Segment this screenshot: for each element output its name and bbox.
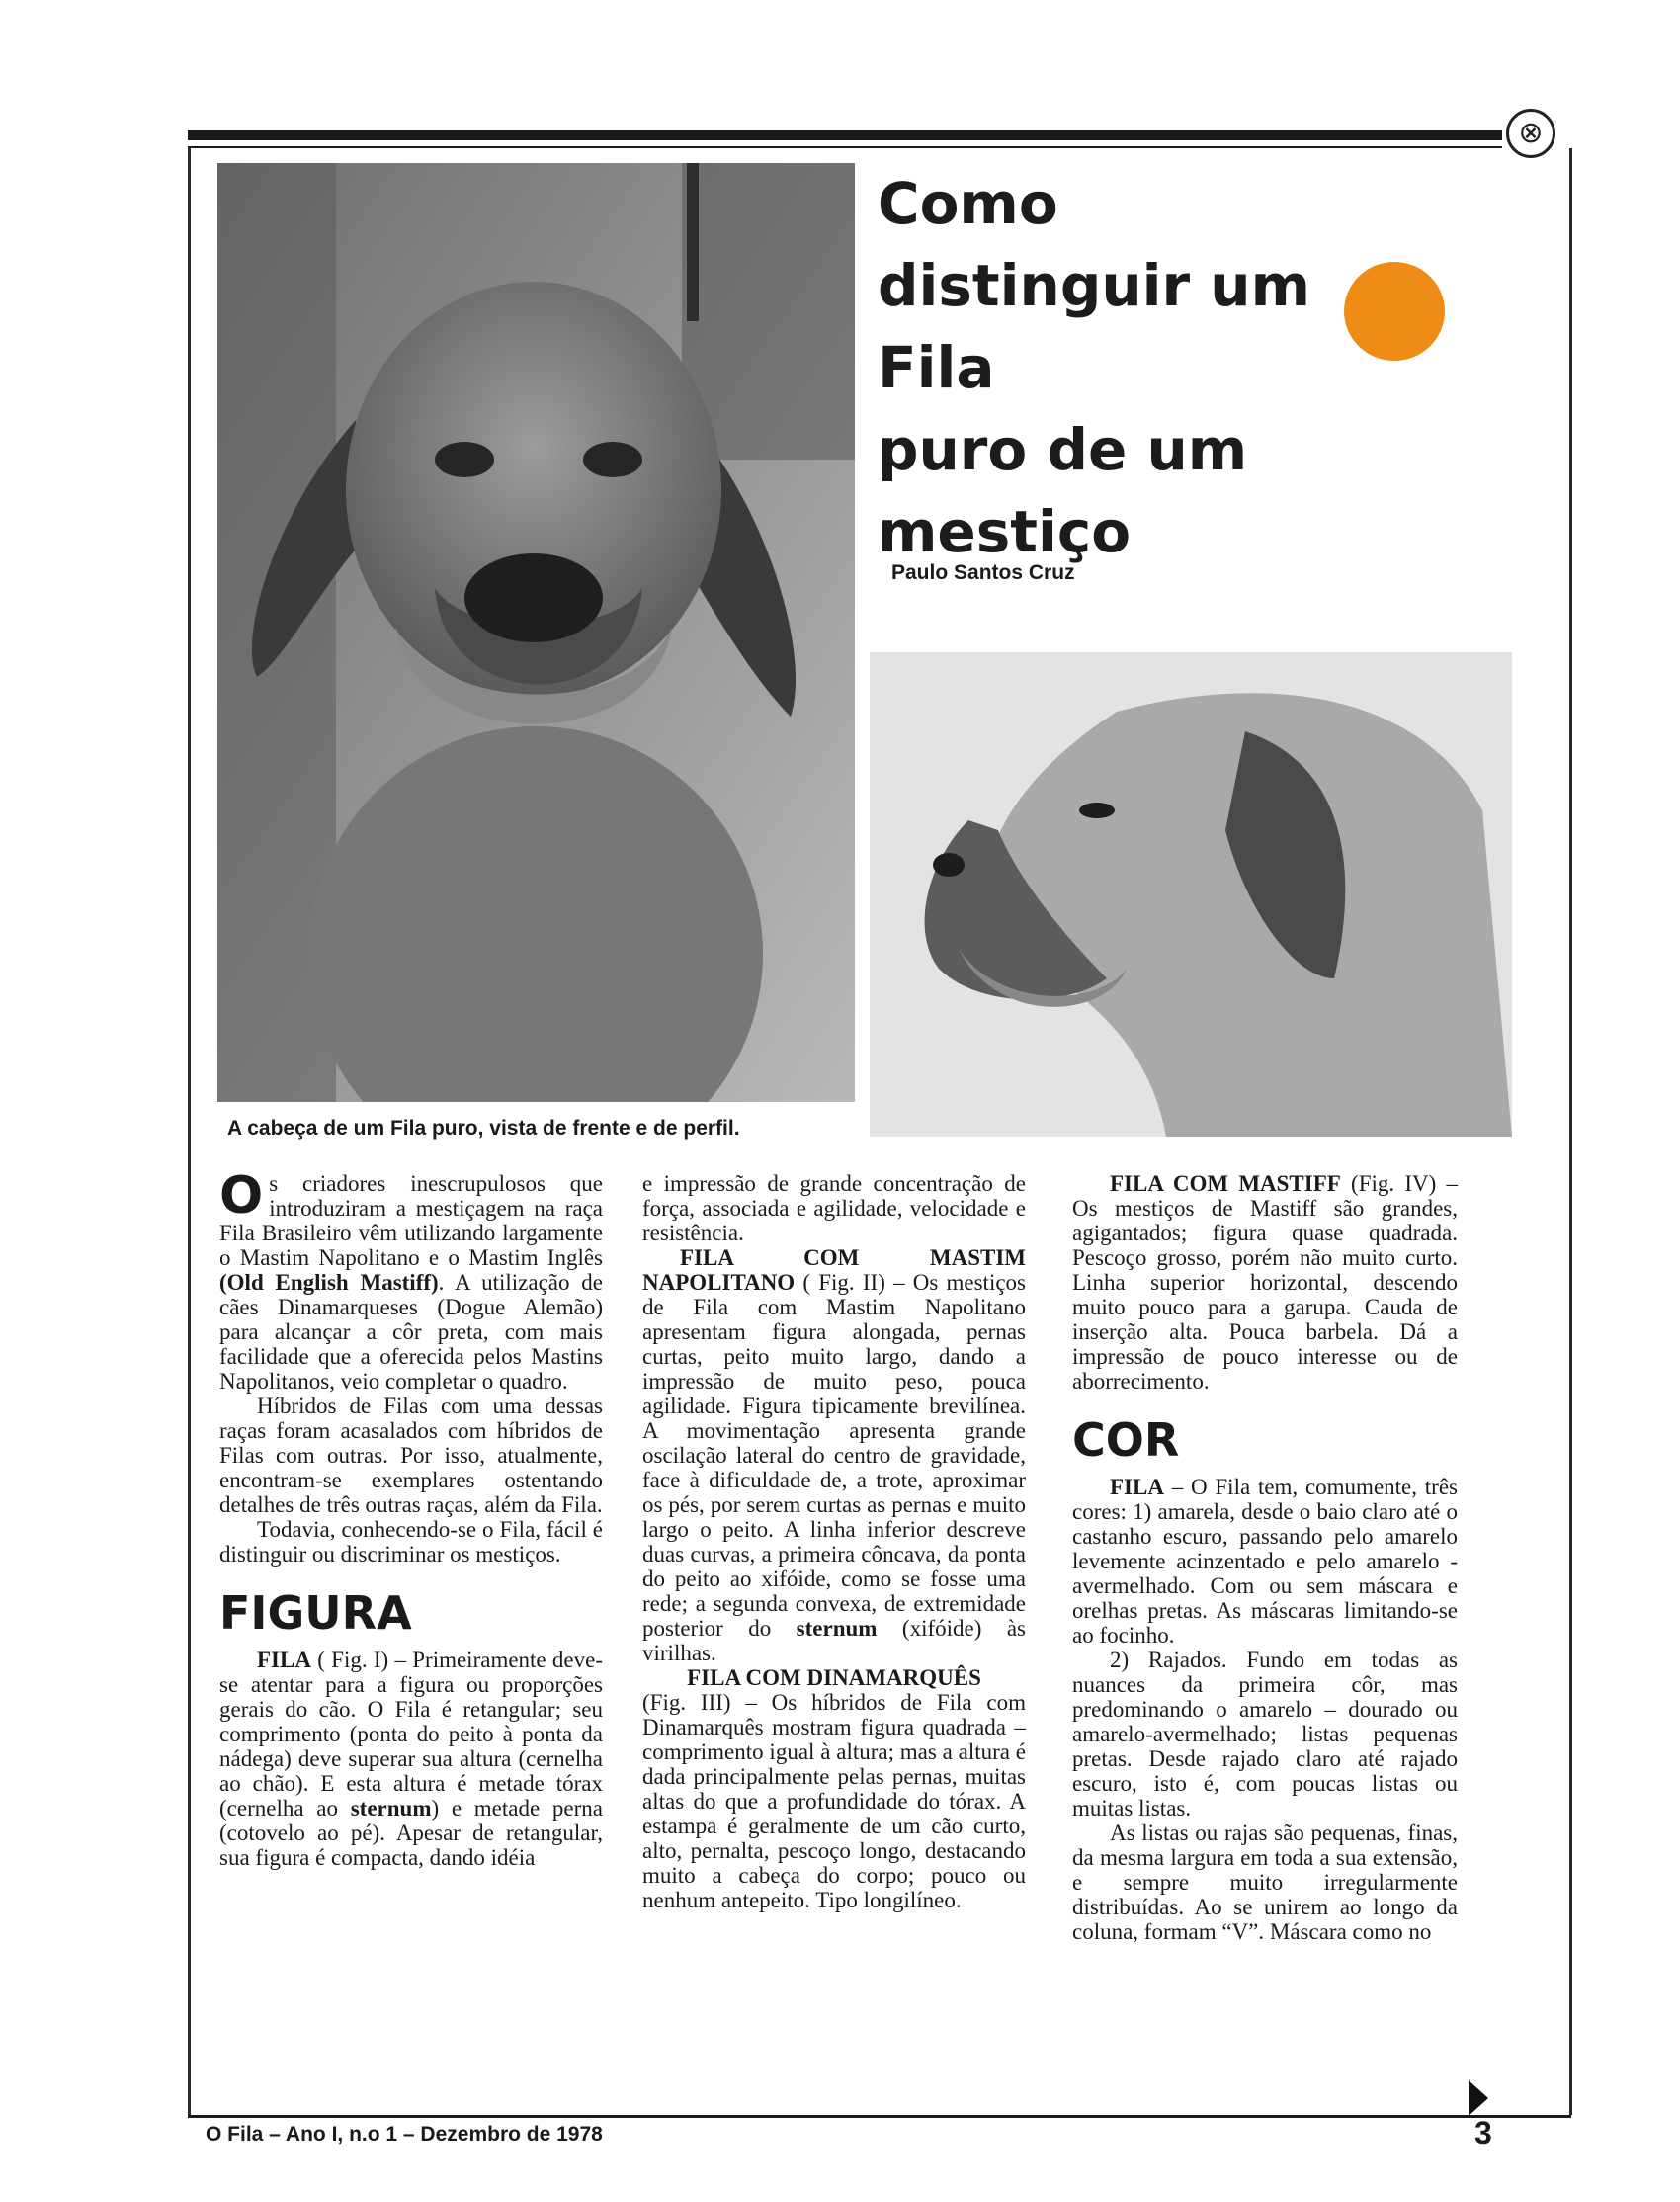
bold-term: sternum [350,1796,432,1821]
photo-caption: A cabeça de um Fila puro, vista de frente e de perfil. [227,1117,740,1140]
paragraph: As listas ou rajas são pequenas, finas, da mesma largura em toda a sua extensão, e sempre muito irregularmente distribuídas. Ao se unirem ao longo da coluna, formam “V”. Máscara como no [1072,1821,1458,1944]
crosshair-mark-icon: ⊗ [1506,109,1555,158]
text-column-2 [642,1171,1026,1912]
paragraph: e impressão de grande concentração de força, associada e agilidade, velocidade e resistência. [642,1171,1026,1245]
paragraph [1072,1475,1458,1648]
paragraph-text: (Fig. IV) – Os mestiços de Mastiff são grandes, agigantados; figura quase quadrada. Pescoço grosso, porém não muito curto. Linha superior horizontal, descendo muito pouco para a garupa. Cauda de inserção alta. Pouca barbela. Dá a impressão de pouco interesse ou de aborrecimento. [1072,1171,1458,1394]
paragraph-text: . A utilização de cães Dinamarqueses (Dogue Alemão) para alcançar a côr preta, com mais facilidade que a oferecida pelos Mastins Napolitanos, veio completar o quadro. [219,1270,603,1394]
title-line: distinguir um [878,252,1311,319]
paragraph [219,1648,603,1870]
article-title [878,163,1431,573]
dog-profile-photo [870,652,1512,1137]
section-heading-cor: COR [1072,1413,1180,1467]
title-line: Fila [878,334,995,401]
paragraph-text: ( Fig. I) – Primeiramente deve-se atentar para a figura ou proporções gerais do cão. O Fila é retangular; seu comprimento (ponta do peito à ponta da nádega) deve superar sua altura (cernelha ao chão). E esta altura é metade tórax (cernelha ao [219,1648,603,1821]
subheading-text: FILA COM DINAMARQUÊS [687,1665,981,1690]
paragraph [1072,1171,1458,1394]
orange-sticker-dot [1344,262,1445,361]
run-in-label: FILA [257,1648,311,1672]
title-line: puro de um [878,416,1248,483]
page-number: 3 [1474,2115,1492,2151]
text-column-1 [219,1166,603,1870]
article-author: Paulo Santos Cruz [891,561,1075,584]
footer-issue-info: O Fila – Ano I, n.o 1 – Dezembro de 1978 [206,2123,603,2146]
paragraph: Todavia, conhecendo-se o Fila, fácil é distinguir ou discriminar os mestiços. [219,1517,603,1567]
run-in-label: FILA [1110,1475,1164,1499]
paragraph [642,1245,1026,1665]
paragraph [219,1166,603,1394]
paragraph: Híbridos de Filas com uma dessas raças foram acasalados com híbridos de Filas com outras. Por isso, atualmente, encontram-se exemplares ostentando detalhes de três outras raças, além da Fila. [219,1394,603,1517]
paragraph-text: s criadores inescrupulosos que introduziram a mestiçagem na raça Fila Brasileiro vêm utilizando largamente o Mastim Napolitano e o Mastim Inglês [219,1171,603,1270]
paragraph: 2) Rajados. Fundo em todas as nuances da primeira côr, mas predominando o amarelo – dourado ou amarelo-avermelhado; listas pequenas pretas. Desde rajado claro até rajado escuro, isto é, com poucas listas ou muitas listas. [1072,1648,1458,1821]
title-line: Como [878,170,1058,237]
subheading-dinamarques [642,1665,1026,1690]
dog-profile-illustration [870,652,1512,1137]
frame-right [1569,148,1572,2115]
dog-front-illustration [217,163,855,1102]
paragraph-text: (xifóide) às virilhas. [642,1616,1026,1665]
drop-cap: O [219,1166,264,1226]
paragraph-text: ( Fig. II) – Os mestiços de Fila com Mastim Napolitano apresentam figura alongada, pernas curtas, peito muito largo, dando a impressão de muito peso, pouca agilidade. Figura tipicamente brevilínea. A movimentação apresenta grande oscilação lateral do centro de gravidade, face à dificuldade de, a trote, aproximar os pés, por serem curtas as pernas e muito largo o peito. A linha inferior descreve duas curvas, a primeira côncava, da ponta do peito ao xifóide, como se fosse uma rede; a segunda convexa, de extremidade posterior do [642,1270,1026,1641]
continue-arrow-icon [1469,2080,1488,2116]
frame-left [188,148,191,2115]
paragraph: (Fig. III) – Os híbridos de Fila com Dinamarquês mostram figura quadrada – comprimento igual à altura; mas a altura é dada principalmente pelas pernas, muitas altas do que a profundidade do tórax. A estampa é geralmente de um cão curto, alto, pernalta, pescoço longo, destacando muito a cabeça do corpo; pouco ou nenhum antepeito. Tipo longilíneo. [642,1690,1026,1912]
bold-term: (Old English Mastiff) [219,1270,439,1295]
top-rule [188,130,1502,140]
subheading-mastiff: FILA COM MASTIFF [1110,1171,1341,1196]
paragraph-text: – O Fila tem, comumente, três cores: 1) amarela, desde o baio claro até o castanho escuro, passando pelo amarelo levemente acinzentado e pelo amarelo -avermelhado. Com ou sem máscara e orelhas pretas. As máscaras limitando-se ao focinho. [1072,1475,1458,1648]
bold-term: sternum [796,1616,878,1641]
bottom-rule [188,2115,1571,2118]
paragraph-text: ) e metade perna (cotovelo ao pé). Apesar de retangular, sua figura é compacta, dando idéia [219,1796,603,1870]
text-column-3 [1072,1171,1458,1944]
section-heading-figura: FIGURA [219,1586,412,1640]
dog-front-photo [217,163,855,1102]
top-rule-thin [188,146,1502,148]
title-line: mestiço [878,498,1132,565]
subheading-mastim-napolitano: FILA COM MASTIM NAPOLITANO [642,1245,1026,1295]
